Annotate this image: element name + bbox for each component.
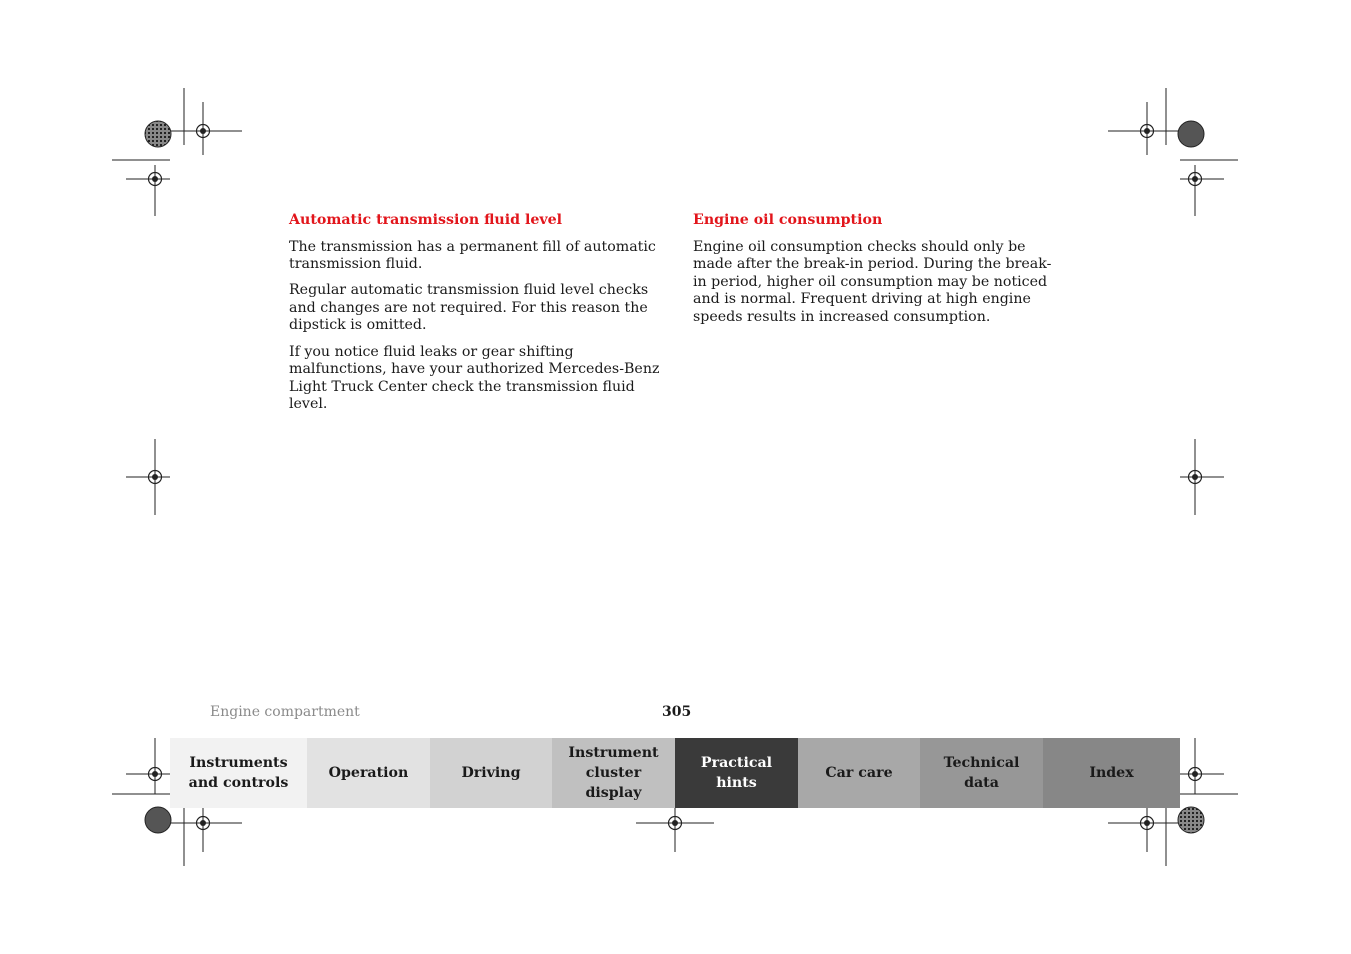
tab-instruments-and-controls[interactable]: Instruments and controls <box>170 738 307 808</box>
tab-driving[interactable]: Driving <box>430 738 552 808</box>
footer-section-title: Engine compartment <box>210 704 360 720</box>
page-number: 305 <box>662 704 692 720</box>
tab-instrument-cluster-display[interactable]: Instrument cluster display <box>552 738 675 808</box>
section-heading: Engine oil consumption <box>693 212 883 228</box>
tab-practical-hints[interactable]: Practical hints <box>675 738 798 808</box>
paragraph: Engine oil consumption checks should only be made after the break-in period. During the break-in period, higher oil consumption may be noticed and is normal. Frequent driving at high engine speeds results in increased consumption. <box>693 238 1052 325</box>
paragraph: Regular automatic transmission fluid level checks and changes are not required. For this reason the dipstick is omitted. <box>289 282 649 334</box>
chapter-tab-bar <box>170 738 1180 808</box>
tab-index[interactable]: Index <box>1043 738 1180 808</box>
tab-technical-data[interactable]: Technical data <box>920 738 1043 808</box>
left-column <box>289 212 661 422</box>
paragraph: The transmission has a permanent fill of automatic transmission fluid. <box>289 238 656 273</box>
tab-operation[interactable]: Operation <box>307 738 430 808</box>
paragraph: If you notice fluid leaks or gear shifting malfunctions, have your authorized Mercedes-Benz Light Truck Center check the transmission fluid level. <box>289 343 660 413</box>
section-heading: Automatic transmission fluid level <box>289 212 563 228</box>
right-column <box>693 212 1059 335</box>
tab-car-care[interactable]: Car care <box>798 738 920 808</box>
